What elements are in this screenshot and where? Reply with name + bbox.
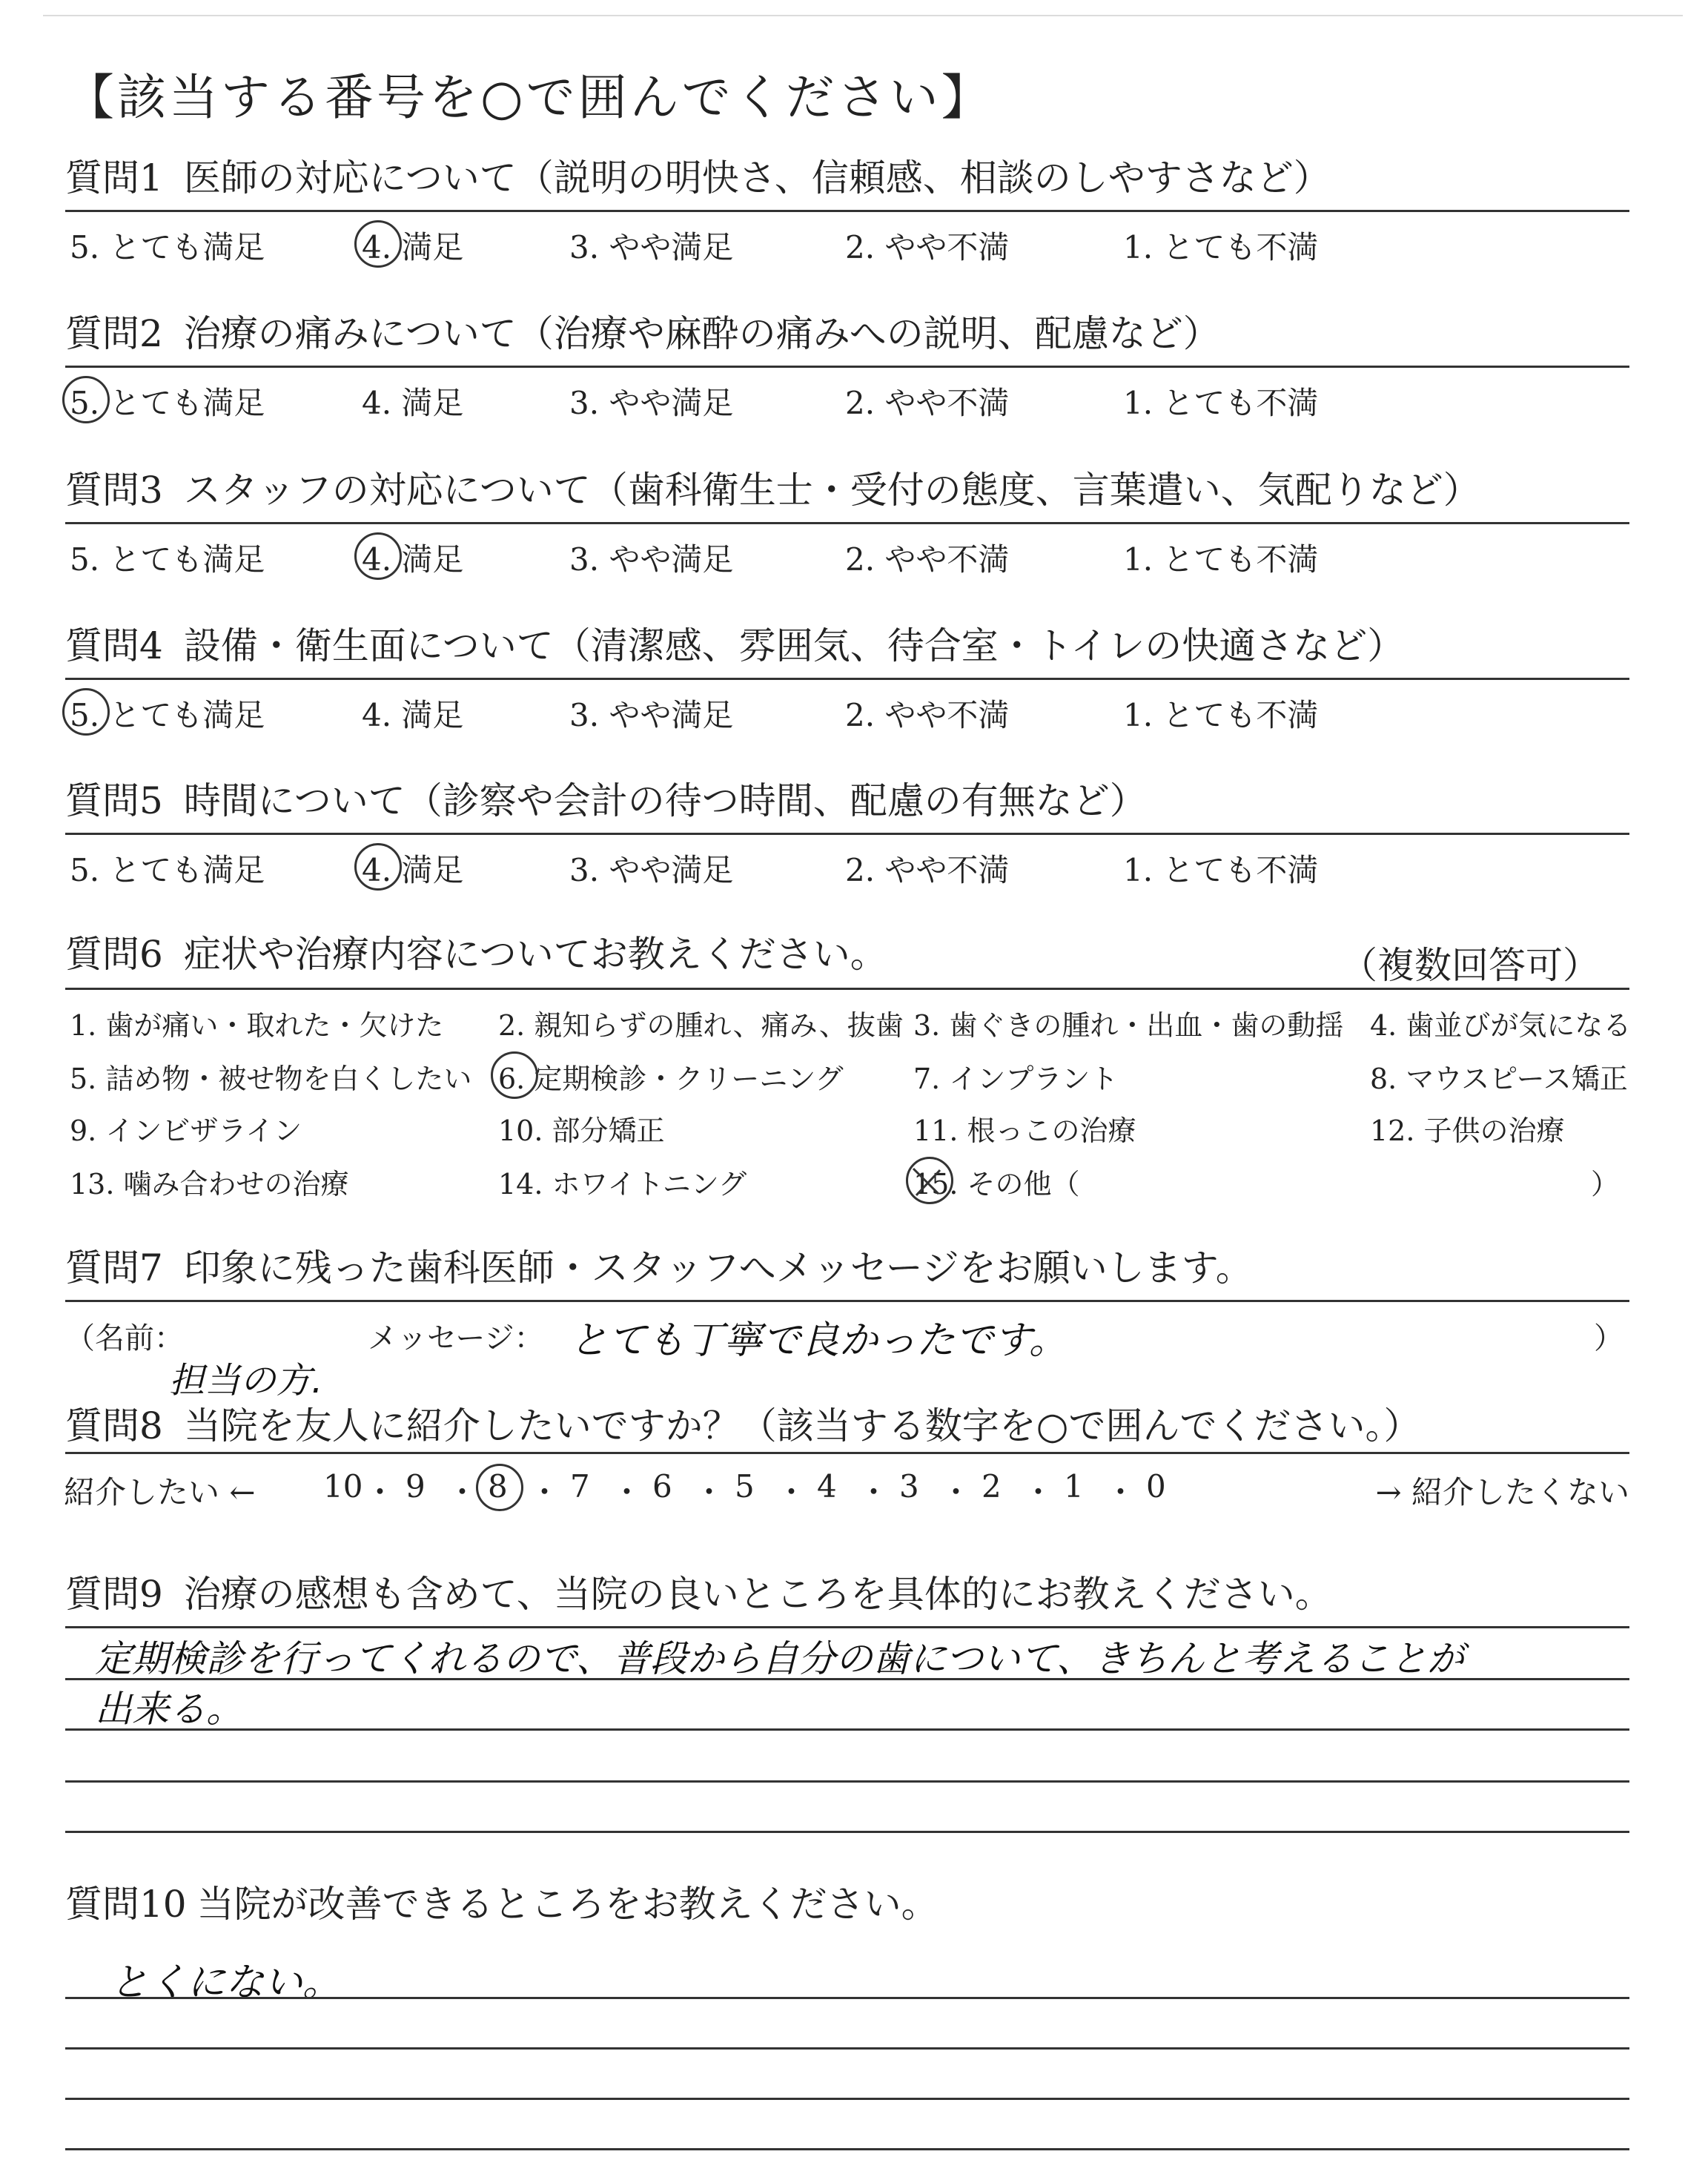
answer-line [65,2047,1629,2050]
answer-line [65,2098,1629,2100]
treatment-option-label: 9. インビザライン [70,1114,302,1147]
question-6 [65,933,1632,1218]
question-4-rule [65,678,1629,680]
answer-line [65,1831,1629,1833]
rating-option-label: 1. とても不満 [1123,229,1319,265]
scale-separator [447,1468,478,1513]
rating-option[interactable] [362,223,463,268]
handwritten-answer-line-1: 定期検診を行ってくれるので、普段から自分の歯について、きちんと考えることが [95,1637,1464,1680]
rating-option[interactable] [70,223,265,268]
treatment-option-label: 14. ホワイトニング [498,1168,747,1200]
treatment-option-label: 12. 子供の治療 [1370,1114,1565,1147]
answer-line [65,1728,1629,1731]
scale-text: 4 [817,1468,837,1505]
treatment-option-label: 6. 定期検診・クリーニング [498,1063,844,1095]
question-text: 治療の痛みについて（治療や麻酔の痛みへの説明、配慮など） [183,312,1220,355]
question-7 [65,1246,1629,1401]
scale-value[interactable] [652,1468,672,1505]
question-number: 質問2 [65,312,163,355]
treatment-option-label: 13. 噛み合わせの治療 [70,1168,349,1200]
rating-option[interactable] [1123,691,1318,736]
treatment-option-label: 7. インプラント [913,1063,1119,1095]
scale-separator [941,1468,972,1513]
question-2-title [65,312,1629,355]
question-1-rule [65,210,1629,212]
question-number: 質問10 [65,1883,187,1926]
close-paren: ） [1594,1321,1623,1355]
rating-option-label: 2. やや不満 [845,697,1010,733]
answer-line [65,1997,1629,1999]
question-text: スタッフの対応について（歯科衛生士・受付の態度、言葉遣い、気配りなど） [183,469,1480,512]
question-8 [64,1404,1629,1519]
question-number: 質問1 [65,156,163,199]
scale-text: 6 [652,1468,672,1505]
treatment-option[interactable] [70,1108,302,1149]
rating-option[interactable] [845,379,1009,423]
rating-option-label: 5. とても満足 [70,541,265,578]
rating-option[interactable] [845,535,1009,580]
question-3-rule [65,522,1629,524]
question-number: 質問7 [65,1246,163,1289]
scale-separator [365,1468,396,1513]
rating-option-label: 1. とても不満 [1123,852,1319,888]
scale-text: 10 [323,1468,363,1505]
scale-value[interactable] [899,1468,919,1505]
scale-separator [694,1468,725,1513]
rating-option-label: 1. とても不満 [1123,541,1319,578]
rating-option[interactable] [569,223,733,268]
treatment-option-label: 3. 歯ぐきの腫れ・出血・歯の動揺 [913,1009,1344,1042]
treatment-option[interactable] [1370,1108,1565,1149]
selected-circle-mark [354,220,402,268]
treatment-option[interactable] [70,1003,443,1043]
rating-option-label: 5. とても満足 [70,385,265,421]
scale-text: ・ [1022,1474,1054,1510]
rating-option[interactable] [845,846,1009,891]
scale-text: ・ [775,1474,807,1510]
rating-option-label: 3. やや満足 [569,852,734,888]
selected-circle-mark [354,843,402,891]
treatment-option[interactable] [1370,1056,1628,1097]
scale-separator [529,1468,560,1513]
scale-separator [776,1468,807,1513]
scale-value[interactable] [488,1468,508,1505]
question-number: 質問5 [65,779,163,822]
top-border [43,15,1683,16]
rating-option-label: 2. やや不満 [845,385,1010,421]
selected-circle-mark [354,532,402,580]
question-text: 設備・衛生面について（清潔感、雰囲気、待合室・トイレの快適さなど） [183,624,1405,667]
rating-option[interactable] [569,691,733,736]
scale-text: 5 [735,1468,755,1505]
rating-option[interactable] [70,535,265,580]
scale-text: ・ [1105,1474,1136,1510]
rating-option-label: 4. 満足 [362,541,464,578]
scale-text: 7 [570,1468,590,1505]
rating-option[interactable] [362,379,463,423]
question-7-rule [65,1300,1629,1302]
rating-option-label: 4. 満足 [362,852,464,888]
scale-text: ・ [611,1474,643,1510]
selected-circle-mark [476,1464,523,1511]
question-text: 当院を友人に紹介したいですか？（該当する数字を○で囲んでください。） [183,1404,1421,1447]
multiple-answer-note: （複数回答可） [1340,944,1600,987]
rating-option-label: 2. やや不満 [845,229,1010,265]
question-number: 質問8 [65,1404,163,1447]
question-number: 質問4 [65,624,163,667]
rating-option[interactable] [569,535,733,580]
rating-option[interactable] [362,846,463,891]
question-4 [65,624,1629,739]
question-3-title [65,469,1629,512]
question-3 [65,469,1629,583]
recommend-left-label: 紹介したい ← [64,1474,256,1510]
question-7-title [65,1246,1629,1289]
rating-option[interactable] [845,223,1009,268]
scale-text: 2 [982,1468,1002,1505]
handwritten-name: 担当の方. [169,1360,323,1401]
treatment-option[interactable] [70,1161,349,1202]
treatment-option[interactable] [913,1161,1080,1202]
scale-text: ・ [364,1474,396,1510]
other-close-paren: ） [1590,1168,1619,1200]
rating-option[interactable] [362,535,463,580]
sheet-title: 【該当する番号を○で囲んでください】 [65,69,993,126]
scale-separator [1105,1468,1136,1513]
question-5-title [65,779,1629,822]
rating-option-label: 3. やや満足 [569,229,734,265]
scale-text: ・ [529,1474,560,1510]
scale-value[interactable] [570,1468,590,1505]
answer-line [65,1678,1629,1680]
rating-option-label: 2. やや不満 [845,541,1010,578]
handwritten-message: とても丁寧で良かったです。 [569,1318,1068,1363]
scale-value[interactable] [1146,1468,1166,1505]
scale-separator [612,1468,643,1513]
question-number: 質問9 [65,1573,163,1616]
question-8-title [65,1404,1629,1447]
question-number: 質問6 [65,933,163,976]
rating-option-label: 4. 満足 [362,385,464,421]
treatment-option[interactable] [913,1056,1118,1097]
scale-text: ・ [446,1474,478,1510]
treatment-option-label: 4. 歯並びが気になる [1370,1009,1632,1042]
answer-line [65,2148,1629,2150]
question-10 [65,1883,1629,2153]
scale-separator [858,1468,890,1513]
rating-option[interactable] [569,379,733,423]
scale-value[interactable] [406,1468,426,1505]
question-text: 医師の対応について（説明の明快さ、信頼感、相談のしやすさなど） [183,156,1331,199]
name-label: （名前： [65,1321,184,1355]
rating-option-label: 1. とても不満 [1123,697,1319,733]
scale-text: 9 [406,1468,426,1505]
rating-option[interactable] [1123,535,1318,580]
scale-text: ・ [940,1474,972,1510]
rating-option-label: 2. やや不満 [845,852,1010,888]
rating-option-label: 3. やや満足 [569,697,734,733]
question-text: 治療の感想も含めて、当院の良いところを具体的にお教えください。 [183,1573,1332,1616]
rating-option[interactable] [1123,379,1318,423]
selected-circle-mark [491,1051,538,1099]
rating-option[interactable] [70,846,265,891]
question-text: 時間について（診察や会計の待つ時間、配慮の有無など） [183,779,1147,822]
rating-option[interactable] [569,846,733,891]
scale-separator [1023,1468,1054,1513]
scale-text: 1 [1064,1468,1084,1505]
scale-value[interactable] [1064,1468,1084,1505]
treatment-option[interactable] [913,1003,1343,1043]
recommend-right-label: → 紹介したくない [1375,1474,1629,1510]
rating-option-label: 3. やや満足 [569,385,734,421]
handwritten-answer-line-2: 出来る。 [95,1688,243,1731]
question-text: 当院が改善できるところをお教えください。 [196,1883,939,1926]
question-9-title [65,1573,1629,1616]
treatment-option-label: 2. 親知らずの腫れ、痛み、抜歯 [498,1009,904,1042]
rating-option-label: 4. 満足 [362,229,464,265]
scale-text: 8 [488,1468,508,1505]
question-text: 症状や治療内容についてお教えください。 [183,933,887,976]
selected-circle-mark [62,688,110,736]
question-5 [65,779,1629,894]
scale-value[interactable] [735,1468,755,1505]
scale-text: 3 [899,1468,919,1505]
treatment-option-label: 1. 歯が痛い・取れた・欠けた [70,1009,444,1042]
scale-text: ・ [858,1474,890,1510]
treatment-option[interactable] [498,1003,904,1043]
scale-value[interactable] [323,1468,363,1505]
answer-line [65,1780,1629,1783]
question-4-title [65,624,1629,667]
question-10-title [65,1883,1629,1926]
rating-option[interactable] [1123,223,1318,268]
scale-value[interactable] [817,1468,837,1505]
treatment-option-label: 15. その他（ [913,1168,1080,1200]
rating-option-label: 5. とても満足 [70,852,265,888]
treatment-option[interactable] [498,1056,844,1097]
rating-option[interactable] [362,691,463,736]
question-2-rule [65,366,1629,368]
rating-option[interactable] [70,691,265,736]
rating-option-label: 3. やや満足 [569,541,734,578]
rating-option-label: 4. 満足 [362,697,464,733]
question-2 [65,312,1629,426]
handwritten-answer: とくにない。 [110,1961,342,2005]
question-8-rule [65,1452,1629,1454]
question-1 [65,156,1629,271]
treatment-option[interactable] [498,1161,747,1202]
question-1-title [65,156,1629,199]
answer-line [65,1626,1629,1628]
message-label: メッセージ： [368,1321,544,1355]
rating-option[interactable] [70,379,265,423]
treatment-option-label: 10. 部分矯正 [498,1114,665,1147]
scale-value[interactable] [982,1468,1002,1505]
question-number: 質問3 [65,469,163,512]
treatment-option[interactable] [913,1108,1136,1149]
cross-mark-icon [909,1164,946,1200]
rating-option-label: 5. とても満足 [70,697,265,733]
treatment-option-label: 5. 詰め物・被せ物を白くしたい [70,1063,472,1095]
treatment-option[interactable] [1370,1003,1631,1043]
rating-option[interactable] [845,691,1009,736]
question-6-rule [65,988,1629,990]
question-5-rule [65,833,1629,835]
selected-circle-mark [62,376,110,423]
treatment-option[interactable] [70,1056,471,1097]
question-9 [65,1573,1629,1843]
question-text: 印象に残った歯科医師・スタッフへメッセージをお願いします。 [183,1246,1253,1289]
scale-text: 0 [1146,1468,1166,1505]
rating-option-label: 1. とても不満 [1123,385,1319,421]
rating-option[interactable] [1123,846,1318,891]
treatment-option-label: 8. マウスピース矯正 [1370,1063,1628,1095]
rating-option-label: 5. とても満足 [70,229,265,265]
treatment-option[interactable] [498,1108,665,1149]
treatment-option-label: 11. 根っこの治療 [913,1114,1136,1147]
scale-text: ・ [693,1474,725,1510]
